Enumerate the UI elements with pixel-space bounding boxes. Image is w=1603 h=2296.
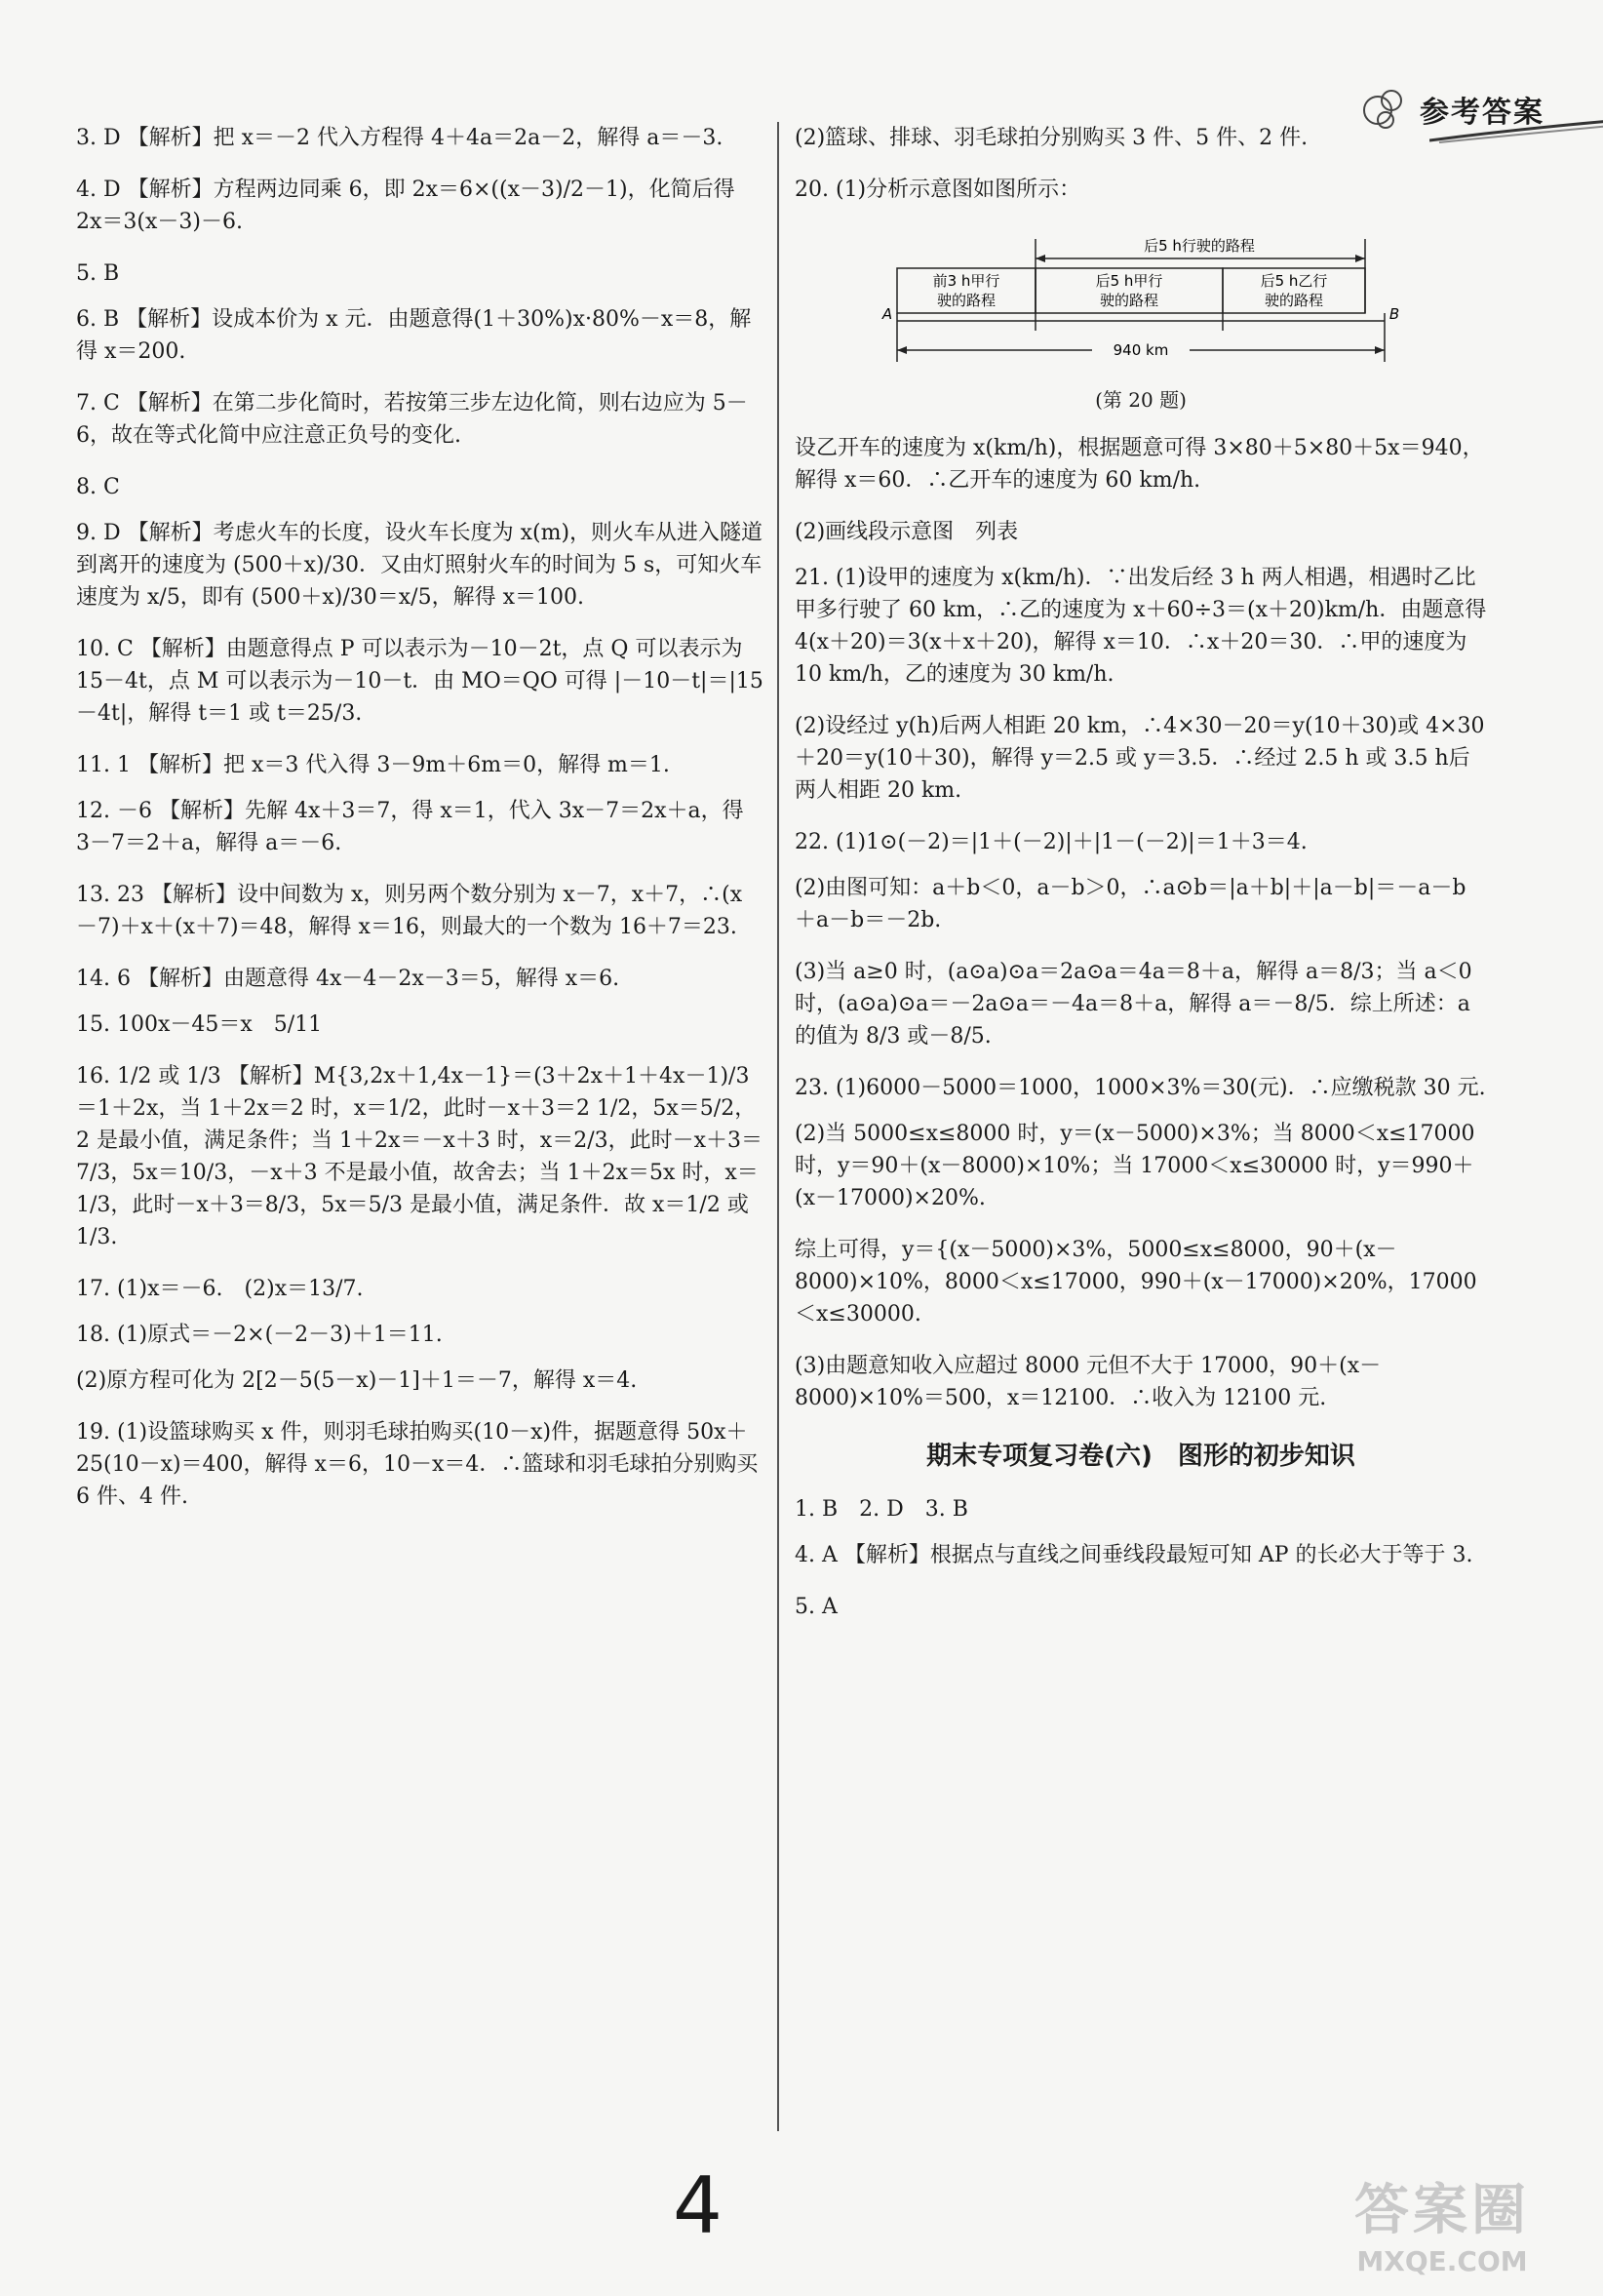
answer-item: (3)由题意知收入应超过 8000 元但不大于 17000，90＋(x－8000)×10%＝500，x＝12100．∴收入为 12100 元. (795, 1354, 1382, 1410)
answer-item: 5. A (795, 1595, 838, 1619)
header-title: 参考答案 (1420, 96, 1544, 130)
seg1-line2: 驶的路程 (936, 292, 997, 309)
watermark (1310, 2167, 1574, 2284)
right-column (795, 122, 1487, 1643)
seg1-line1: 前3 h甲行 (932, 272, 1000, 290)
answer-item: 12. －6 【解析】先解 4x＋3＝7，得 x＝1，代入 3x－7＝2x＋a，得 3－7＝2＋a，解得 a＝－6. (76, 799, 744, 855)
answer-item: 9. D 【解析】考虑火车的长度，设火车长度为 x(m)，则火车从进入隧道到离开的速度为 (500＋x)/30．又由灯照射火车的时间为 5 s，可知火车速度为 x/5，即有 (500＋x)/30＝x/5，解得 x＝100. (76, 521, 763, 610)
answer-item: 4. A 【解析】根据点与直线之间垂线段最短可知 AP 的长必大于等于 3. (795, 1543, 1473, 1567)
answer-item: 22. (1)1⊙(－2)＝|1＋(－2)|＋|1－(－2)|＝1＋3＝4. (795, 830, 1308, 854)
answer-item: (2)当 5000≤x≤8000 时，y＝(x－5000)×3%；当 8000＜x≤17000 时，y＝90＋(x－8000)×10%；当 17000＜x≤30000 时，y＝990＋(x－17000)×20%. (795, 1122, 1475, 1210)
seg3-line1: 后5 h乙行 (1260, 272, 1328, 290)
answer-item: 11. 1 【解析】把 x＝3 代入得 3－9m＋6m＝0，解得 m＝1. (76, 753, 670, 777)
point-b-label: B (1388, 305, 1400, 323)
answer-item: 综上可得，y＝{(x－5000)×3%，5000≤x≤8000，90＋(x－8000)×10%，8000＜x≤17000，990＋(x－17000)×20%，17000＜x≤30000. (795, 1238, 1477, 1326)
answer-item: (2)原方程可化为 2[2－5(5－x)－1]＋1＝－7，解得 x＝4. (76, 1368, 638, 1393)
answer-item: 17. (1)x＝－6. (2)x＝13/7. (76, 1277, 364, 1301)
answer-item: 4. D 【解析】方程两边同乘 6，即 2x＝6×((x－3)/2－1)，化简后得 2x＝3(x－3)－6. (76, 178, 735, 234)
answer-item: 14. 6 【解析】由题意得 4x－4－2x－3＝5，解得 x＝6. (76, 967, 620, 991)
left-column (76, 122, 763, 1532)
answer-item: 3. D 【解析】把 x＝－2 代入方程得 4＋4a＝2a－2，解得 a＝－3. (76, 126, 723, 150)
seg2-line1: 后5 h甲行 (1095, 272, 1163, 290)
answer-item: 16. 1/2 或 1/3 【解析】M{3,2x＋1,4x－1}＝(3＋2x＋1＋4x－1)/3＝1＋2x，当 1＋2x＝2 时，x＝1/2，此时－x＋3＝2 1/2，5x＝5/2，2 是最小值，满足条件；当 1＋2x＝－x＋3 时，x＝2/3，此时－x＋3＝7/3，5x＝10/3，－x＋3 不是最小值，故舍去；当 1＋2x＝5x 时，x＝1/3，此时－x＋3＝8/3，5x＝5/3 是最小值，满足条件．故 x＝1/2 或 1/3. (76, 1064, 763, 1249)
answer-item: 13. 23 【解析】设中间数为 x，则另两个数分别为 x－7，x＋7，∴(x－7)＋x＋(x＋7)＝48，解得 x＝16，则最大的一个数为 16＋7＝23. (76, 883, 743, 939)
distance-label: 940 km (1113, 341, 1169, 359)
answer-item: 19. (1)设篮球购买 x 件，则羽毛球拍购买(10－x)件，据题意得 50x＋25(10－x)＝400，解得 x＝6，10－x＝4．∴篮球和羽毛球拍分别购买 6 件、4 件. (76, 1420, 759, 1509)
segment-diagram (795, 225, 1487, 415)
diagram-caption: (第 20 题) (1095, 388, 1187, 412)
answer-item: 23. (1)6000－5000＝1000，1000×3%＝30(元)．∴应缴税款 30 元. (795, 1076, 1486, 1100)
answer-item: 15. 100x－45＝x 5/11 (76, 1012, 323, 1037)
answer-item: (2)设经过 y(h)后两人相距 20 km，∴4×30－20＝y(10＋30)或 4×30＋20＝y(10＋30)，解得 y＝2.5 或 y＝3.5．∴经过 2.5 h 或 3.5 h后两人相距 20 km. (795, 714, 1485, 803)
column-divider (777, 122, 779, 2131)
point-a-label: A (881, 305, 893, 323)
answer-item: 5. B (76, 261, 120, 286)
answer-item: 18. (1)原式＝－2×(－2－3)＋1＝11. (76, 1323, 443, 1347)
answer-item: 8. C (76, 475, 120, 499)
answer-item: (2)篮球、排球、羽毛球拍分别购买 3 件、5 件、2 件. (795, 126, 1309, 150)
watermark-title: 答案圈 (1354, 2179, 1530, 2242)
seg3-line2: 驶的路程 (1264, 292, 1324, 309)
seg2-line2: 驶的路程 (1099, 292, 1159, 309)
answer-item: 20. (1)分析示意图如图所示： (795, 178, 1081, 202)
answer-item: (2)由图可知：a＋b＜0，a－b＞0，∴a⊙b＝|a＋b|＋|a－b|＝－a－b＋a－b＝－2b. (795, 876, 1466, 932)
answer-item: 设乙开车的速度为 x(km/h)，根据题意可得 3×80＋5×80＋5x＝940，解得 x＝60．∴乙开车的速度为 60 km/h. (795, 436, 1484, 493)
answer-item: 21. (1)设甲的速度为 x(km/h)．∵出发后经 3 h 两人相遇，相遇时乙比甲多行驶了 60 km，∴乙的速度为 x＋60÷3＝(x＋20)km/h．由题意得 4(x＋20)＝3(x＋x＋20)，解得 x＝10．∴x＋20＝30．∴甲的速度为 10 km/h，乙的速度为 30 km/h. (795, 566, 1487, 687)
top-segment-label: 后5 h行驶的路程 (1144, 237, 1255, 255)
page-number: 4 (673, 2160, 723, 2251)
answer-item: (3)当 a≥0 时，(a⊙a)⊙a＝2a⊙a＝4a＝8＋a，解得 a＝8/3；当 a＜0 时，(a⊙a)⊙a＝－2a⊙a＝－4a＝8＋a，解得 a＝－8/5．综上所述：a 的值为 8/3 或－8/5. (795, 960, 1472, 1049)
answer-item: 6. B 【解析】设成本价为 x 元．由题意得(1＋30%)x·80%－x＝8，解得 x＝200. (76, 307, 752, 364)
answer-item: (2)画线段示意图 列表 (795, 520, 1019, 544)
answer-item: 10. C 【解析】由题意得点 P 可以表示为－10－2t，点 Q 可以表示为 15－4t，点 M 可以表示为－10－t．由 MO＝QO 可得 |－10－t|＝|15－4t|，解得 t＝1 或 t＝25/3. (76, 637, 763, 726)
answer-item: 7. C 【解析】在第二步化简时，若按第三步左边化简，则右边应为 5－6，故在等式化简中应注意正负号的变化. (76, 391, 748, 448)
watermark-url: MXQE.COM (1356, 2245, 1528, 2277)
segment-diagram-svg (878, 225, 1404, 372)
answer-item: 1. B 2. D 3. B (795, 1497, 968, 1522)
section-title: 期末专项复习卷(六) 图形的初步知识 (926, 1442, 1355, 1471)
